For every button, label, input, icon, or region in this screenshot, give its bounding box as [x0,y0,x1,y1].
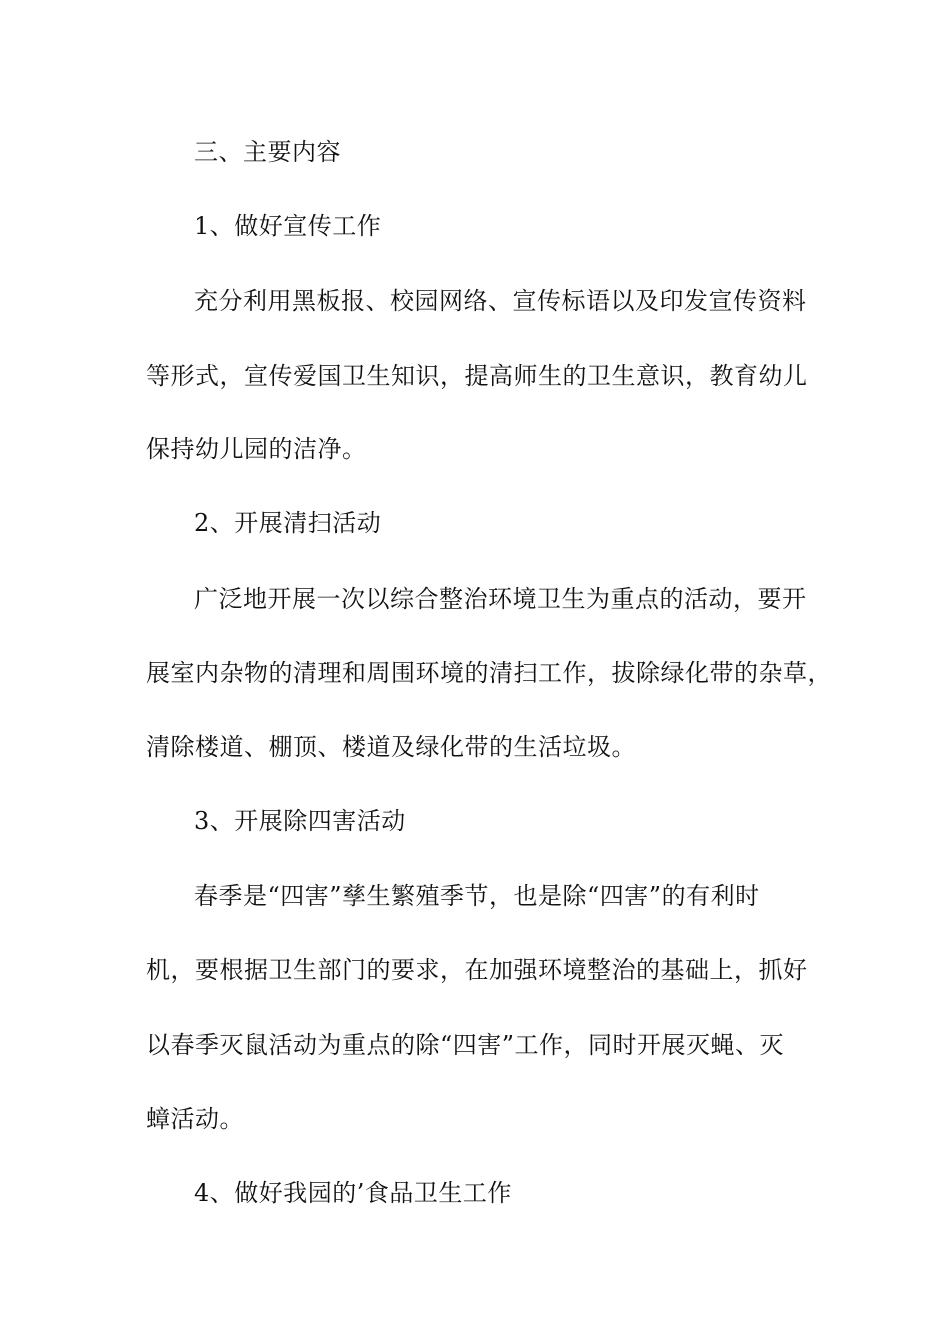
subheading-pest-control: 3、开展除四害活动 [194,807,406,835]
paragraph-line: 蟑活动。 [146,1105,244,1133]
paragraph-line: 展室内杂物的清理和周围环境的清扫工作，拔除绿化带的杂草， [146,659,832,687]
paragraph-line: 机，要根据卫生部门的要求，在加强环境整治的基础上，抓好 [146,956,808,984]
paragraph-line: 充分利用黑板报、校园网络、宣传标语以及印发宣传资料 [194,287,807,315]
section-heading-main-content: 三、主要内容 [194,138,341,166]
paragraph-line: 春季是“四害”孳生繁殖季节，也是除“四害”的有利时 [194,882,760,910]
paragraph-line: 保持幼儿园的洁净。 [146,435,367,463]
paragraph-line: 清除楼道、棚顶、楼道及绿化带的生活垃圾。 [146,733,636,761]
paragraph-line: 广泛地开展一次以综合整治环境卫生为重点的活动，要开 [194,585,807,613]
paragraph-line: 等形式，宣传爱国卫生知识，提高师生的卫生意识，教育幼儿 [146,362,808,390]
subheading-publicity: 1、做好宣传工作 [194,212,382,240]
subheading-food-hygiene: 4、做好我园的’食品卫生工作 [194,1179,512,1207]
subheading-cleaning: 2、开展清扫活动 [194,509,382,537]
paragraph-line: 以春季灭鼠活动为重点的除“四害”工作，同时开展灭蝇、灭 [146,1031,785,1059]
